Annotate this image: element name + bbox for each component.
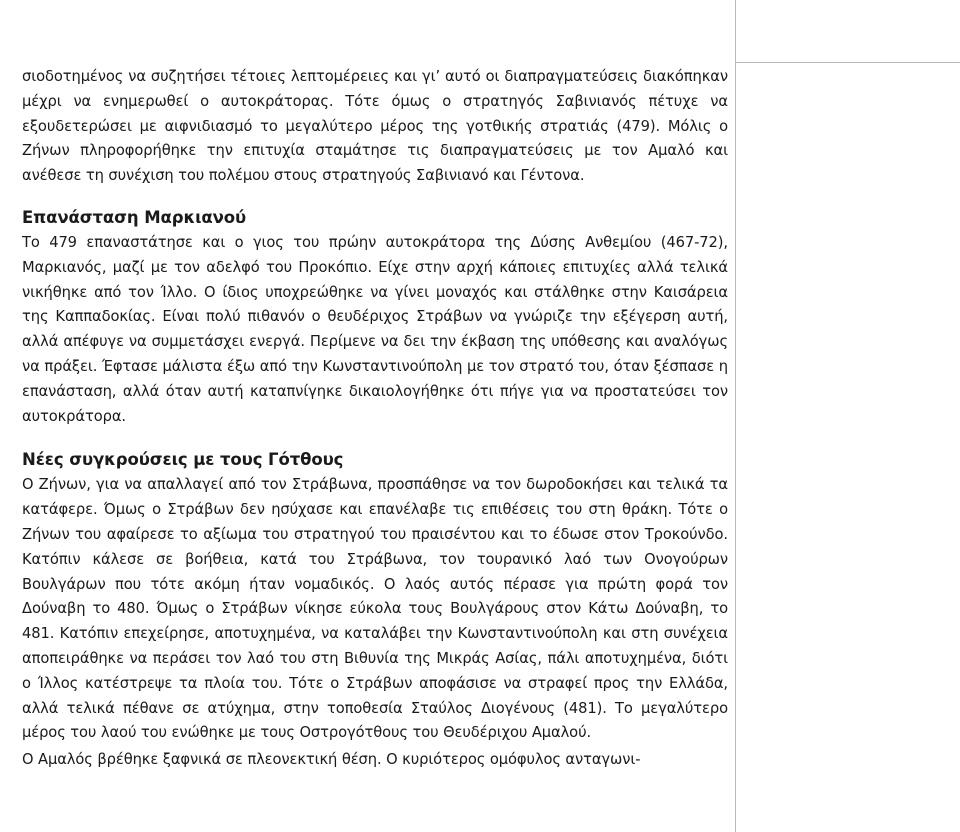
intro-paragraph: σιοδοτημένος να συζητήσει τέτοιες λεπτομέρειες και γι’ αυτό οι διαπραγματεύσεις διακόπηκαν μέχρι να ενημερωθεί ο αυτοκράτορας. Τότε όμως ο στρατηγός Σαβινιανός πέτυχε να εξουδετερώσει με αιφνιδιασμό το μεγαλύτερο μέρος της γοτθικής στρατιάς (479). Μόλις ο Ζήνων πληροφορήθηκε την επιτυχία σταμάτησε τις διαπραγματεύσεις με τον Αμαλό και ανέθεσε τη συνέχιση του πολέμου στους στρατηγούς Σαβινιανό και Γέντονα. xyxy=(22,68,728,185)
text-column xyxy=(22,65,728,773)
section-paragraph: Το 479 επαναστάτησε και ο γιος του πρώην αυτοκράτορα της Δύσης Ανθεμίου (467-72), Μαρκιανός, μαζί με τον αδελφό του Προκόπιο. Είχε στην αρχή κάποιες επιτυχίες αλλά τελικά νικήθηκε από τον Ίλλο. Ο ίδιος υποχρεώθηκε να γίνει μοναχός και στάλθηκε στην Καισάρεια της Καππαδοκίας. Είναι πολύ πιθανόν ο θευδέριχος Στράβων να γνώριζε την εξέγερση αυτή, αλλά απέφυγε να συμμετάσχει ενεργά. Περίμενε να δει την έκβαση της υπόθεσης και αναλόγως να πράξει. Έφτασε μάλιστα έξω από την Κωνσταντινούπολη με τον στρατό του, όταν ξέσπασε η επανάσταση, αλλά όταν αυτή καταπνίγηκε δικαιολογήθηκε ότι πήγε για να προστατεύσει τον αυτοκράτορα. xyxy=(22,233,728,425)
section-paragraph: Ο Αμαλός βρέθηκε ξαφνικά σε πλεονεκτική θέση. Ο κυριότερος ομόφυλος ανταγωνι- xyxy=(22,751,641,769)
section-new-conflicts-goths xyxy=(22,447,728,773)
section-markianos-revolt xyxy=(22,205,728,429)
margin-vertical-rule xyxy=(735,0,736,832)
margin-horizontal-rule xyxy=(735,62,960,63)
section-paragraph: Ο Ζήνων, για να απαλλαγεί από τον Στράβωνα, προσπάθησε να τον δωροδοκήσει και τελικά τα κατάφερε. Όμως ο Στράβων δεν ησύχασε και επανέλαβε τις επιθέσεις του στη θράκη. Τότε ο Ζήνων του αφαίρεσε το αξίωμα του στρατηγού του πραισέντου και το έδωσε στον Τροκούνδο. Κατόπιν κάλεσε σε βοήθεια, κατά του Στράβωνα, τον τουρανικό λαό των Ονογούρων Βουλγάρων που τότε ακόμη ήταν νομαδικός. Ο λαός αυτός πέρασε για πρώτη φορά τον Δούναβη το 480. Όμως ο Στράβων νίκησε εύκολα τους Βουλγάρους στον Κάτω Δούναβη, το 481. Κατόπιν επεχείρησε, αποτυχημένα, να καταλάβει την Κωνσταντινούπολη και στη συνέχεια αποπειράθηκε να περάσει τον λαό του στη Βιθυνία της Μικράς Ασίας, πάλι αποτυχημένα, διότι ο Ίλλος κατέστρεψε τα πλοία του. Τότε ο Στράβων αποφάσισε να στραφεί προς την Ελλάδα, αλλά τελικά πέθανε σε ατύχημα, στην τοποθεσία Σταύλος Διογένους (481). Το μεγαλύτερο μέρος του λαού του ενώθηκε με τους Οστρογότθους του Θευδέριχου Αμαλού. xyxy=(22,476,728,742)
section-heading: Επανάσταση Μαρκιανού xyxy=(22,207,247,227)
section-heading: Νέες συγκρούσεις με τους Γότθους xyxy=(22,450,344,470)
